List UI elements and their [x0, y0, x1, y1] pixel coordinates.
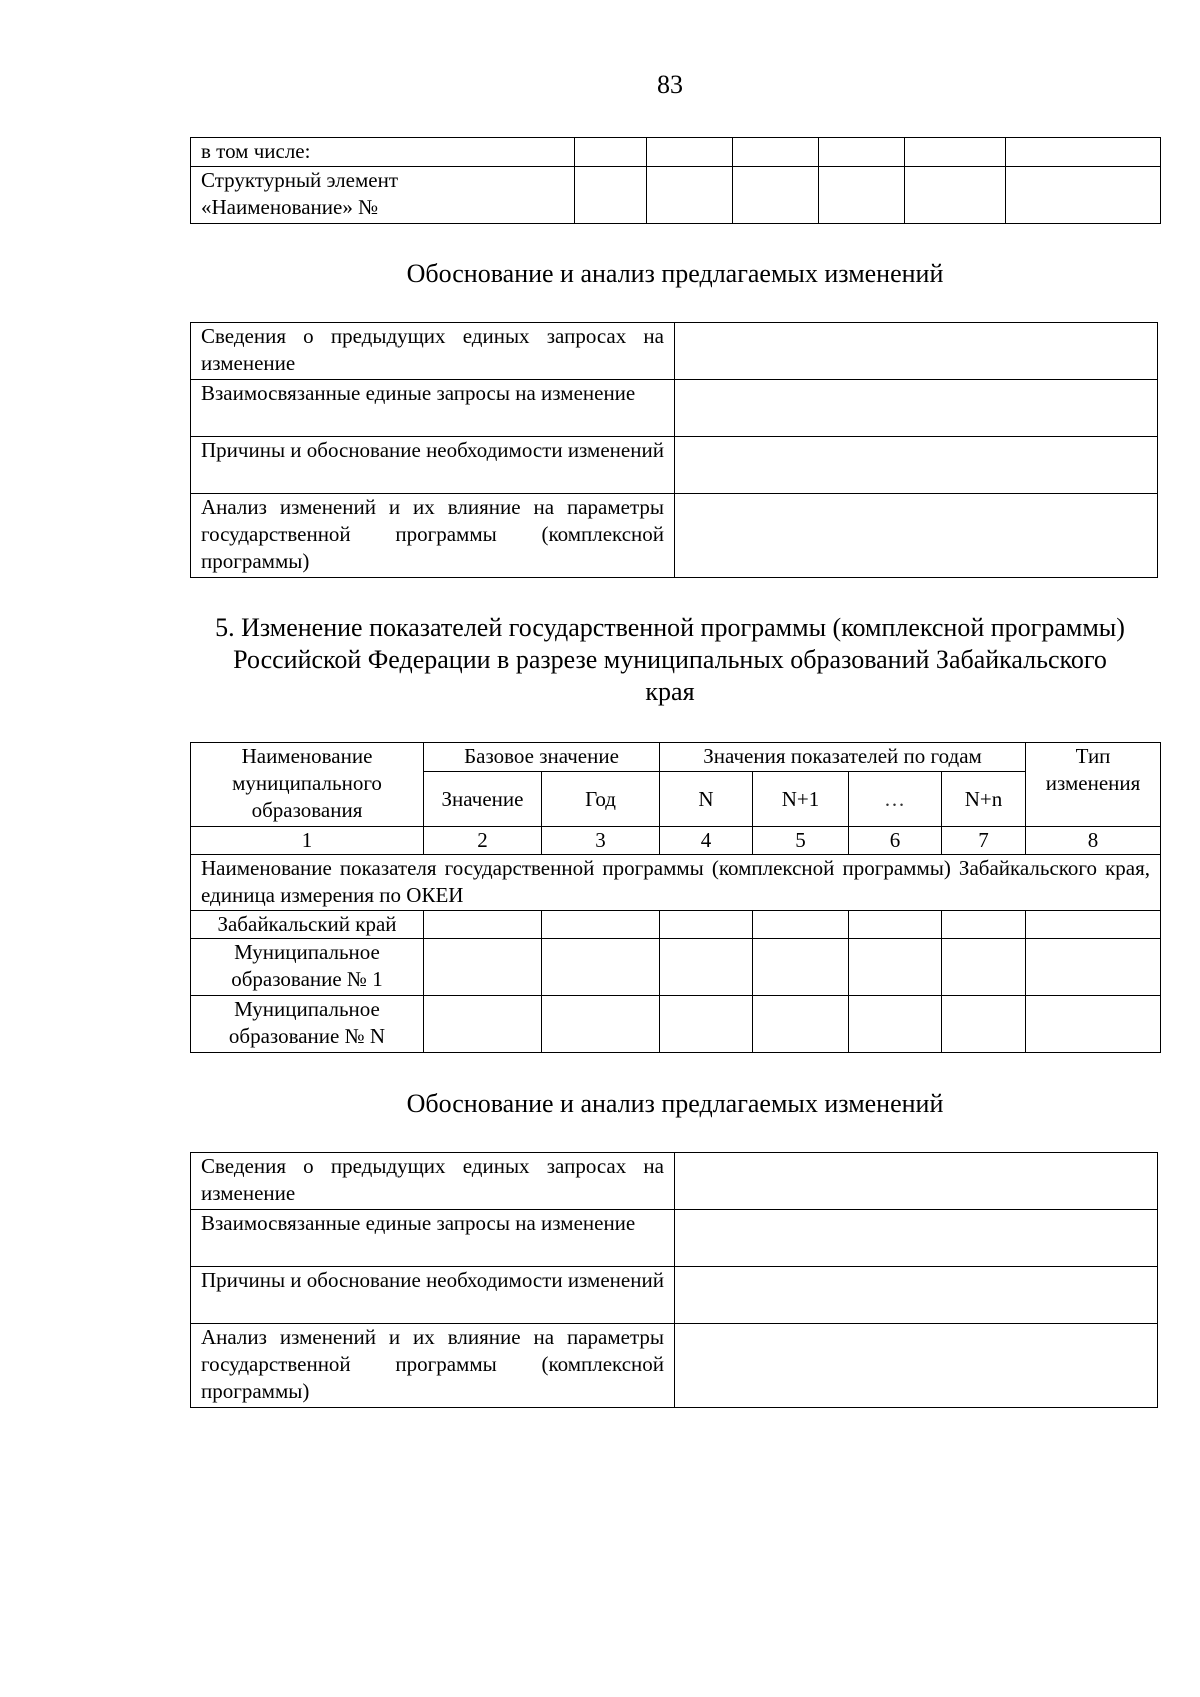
justification-label: Сведения о предыдущих единых запросах на изменение [191, 323, 675, 380]
municipality-name: Муниципальное образование № 1 [191, 939, 424, 996]
justification-label: Взаимосвязанные единые запросы на изменение [191, 1210, 675, 1267]
justification-label: Анализ изменений и их влияние на параметры государственной программы (комплексной программы) [191, 1324, 675, 1408]
column-number: 1 [191, 827, 424, 855]
page-number: 83 [657, 70, 683, 99]
table-row [191, 1153, 1158, 1210]
justification-label: Причины и обоснование необходимости изменений [191, 1267, 675, 1324]
indicators-table [190, 742, 1161, 1053]
justification-label: Взаимосвязанные единые запросы на изменение [191, 380, 675, 437]
municipality-name: Забайкальский край [191, 911, 424, 939]
header-change-type: Тип изменения [1026, 743, 1161, 827]
table-row [191, 437, 1158, 494]
table-row [191, 939, 1161, 996]
column-numbers-row [191, 827, 1161, 855]
table-row [191, 380, 1158, 437]
section-5-title: 5. Изменение показателей государственной программы (комплексной программы) Российской Федерации в разрезе муниципальных образований Забайкальского края [215, 613, 1125, 706]
table-row [191, 1210, 1158, 1267]
table-row [191, 138, 1161, 167]
table-row [191, 167, 1161, 224]
column-number: 8 [1026, 827, 1161, 855]
header-value: Значение [424, 772, 542, 827]
row-label: Структурный элемент «Наименование» № [191, 167, 575, 224]
table-row [191, 323, 1158, 380]
justification-label: Причины и обоснование необходимости изменений [191, 437, 675, 494]
table-row [191, 494, 1158, 578]
justification-heading: Обоснование и анализ предлагаемых изменений [406, 259, 944, 288]
column-number: 7 [942, 827, 1026, 855]
column-number: 4 [660, 827, 753, 855]
justification-table [190, 322, 1158, 578]
column-number: 5 [753, 827, 849, 855]
column-number: 2 [424, 827, 542, 855]
header-year-dots: … [849, 772, 942, 827]
municipality-name: Муниципальное образование № N [191, 996, 424, 1053]
table-row [191, 1324, 1158, 1408]
column-number: 6 [849, 827, 942, 855]
header-year-nn: N+n [942, 772, 1026, 827]
top-table [190, 137, 1161, 224]
justification-label: Сведения о предыдущих единых запросах на изменение [191, 1153, 675, 1210]
header-year-n1: N+1 [753, 772, 849, 827]
justification-table-2 [190, 1152, 1158, 1408]
table-row [191, 1267, 1158, 1324]
table-row [191, 996, 1161, 1053]
indicator-name-row: Наименование показателя государственной программы (комплексной программы) Забайкальского края, единица измерения по ОКЕИ [191, 855, 1161, 911]
header-year: Год [542, 772, 660, 827]
table-row [191, 911, 1161, 939]
justification-label: Анализ изменений и их влияние на параметры государственной программы (комплексной программы) [191, 494, 675, 578]
header-municipality: Наименование муниципального образования [191, 743, 424, 827]
header-year-n: N [660, 772, 753, 827]
header-years: Значения показателей по годам [660, 743, 1026, 772]
justification-heading-2: Обоснование и анализ предлагаемых изменений [406, 1089, 944, 1118]
row-label: в том числе: [191, 138, 575, 167]
column-number: 3 [542, 827, 660, 855]
header-base-value: Базовое значение [424, 743, 660, 772]
